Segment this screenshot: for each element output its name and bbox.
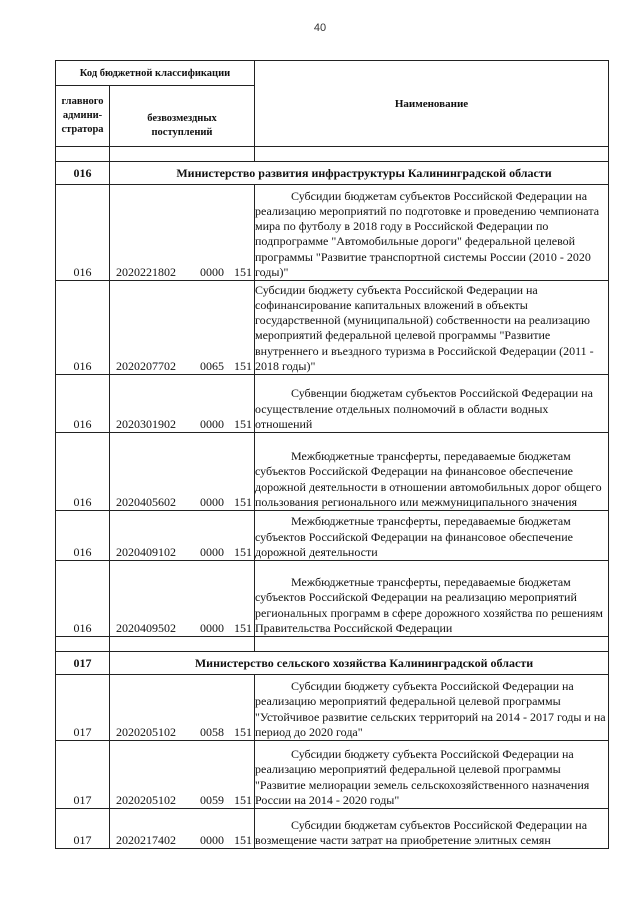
row-code-sub: 0059 [200, 793, 224, 807]
row-code-main: 2020409502 [116, 621, 176, 635]
header-name: Наименование [255, 61, 609, 147]
header-code-line: поступлений [151, 127, 213, 138]
row-code-kind: 151 [234, 793, 252, 807]
header-admin-line: главного [61, 96, 104, 107]
table-row [56, 561, 609, 637]
row-admin: 017 [56, 741, 110, 809]
row-code-sub: 0000 [200, 495, 224, 509]
table-row [56, 375, 609, 433]
row-code [110, 433, 255, 511]
row-code-kind: 151 [234, 545, 252, 559]
table-row [56, 511, 609, 561]
row-name [255, 809, 609, 849]
section-admin: 016 [56, 162, 110, 185]
row-code-main: 2020205102 [116, 725, 176, 739]
row-admin: 016 [56, 185, 110, 281]
header-group-label: Код бюджетной классификации [56, 61, 255, 86]
row-name-text: Субвенции бюджетам субъектов Российской Федерации на осуществление отдельных полномочий в области водных отношений [255, 386, 593, 431]
row-code [110, 511, 255, 561]
row-admin: 016 [56, 561, 110, 637]
row-code-kind: 151 [234, 621, 252, 635]
row-name [255, 281, 609, 375]
row-name-text: Субсидии бюджету субъекта Российской Федерации на софинансирование капитальных вложений в объекты государственной (муниципальной) собственности на реализацию мероприятий федеральной целевой программы "Развитие внутреннего и въездного туризма в Российской Федерации (2011 - 2018 годы)" [255, 282, 594, 373]
budget-classification-table [55, 60, 609, 849]
row-code-main: 2020207702 [116, 359, 176, 373]
row-name [255, 375, 609, 433]
row-name [255, 185, 609, 281]
row-admin: 017 [56, 675, 110, 741]
row-name [255, 675, 609, 741]
row-code-kind: 151 [234, 495, 252, 509]
header-admin-line: стратора [61, 124, 104, 135]
row-code-main: 2020405602 [116, 495, 176, 509]
row-code [110, 185, 255, 281]
row-code-main: 2020205102 [116, 793, 176, 807]
spacer-cell [56, 637, 110, 652]
row-code [110, 809, 255, 849]
row-code-sub: 0058 [200, 725, 224, 739]
row-code [110, 561, 255, 637]
header-code [110, 86, 255, 147]
row-code-main: 2020217402 [116, 833, 176, 847]
row-code-main: 2020409102 [116, 545, 176, 559]
header-admin [56, 86, 110, 147]
row-code-main: 2020301902 [116, 417, 176, 431]
row-code [110, 675, 255, 741]
page-number: 40 [313, 22, 327, 34]
row-admin: 017 [56, 809, 110, 849]
row-name-text: Межбюджетные трансферты, передаваемые бюджетам субъектов Российской Федерации на финансовое обеспечение дорожной деятельности в отношении автомобильных дорог общего пользования регионального или межмуниципального значения [255, 449, 602, 509]
row-name-text: Межбюджетные трансферты, передаваемые бюджетам субъектов Российской Федерации на финансовое обеспечение дорожной деятельности [255, 514, 573, 559]
row-name [255, 741, 609, 809]
row-code-sub: 0000 [200, 833, 224, 847]
table-row [56, 809, 609, 849]
header-row-1 [56, 61, 609, 86]
row-name-text: Субсидии бюджетам субъектов Российской Федерации на реализацию мероприятий по подготовке и проведению чемпионата мира по футболу в 2018 году в Российской Федерации по подпрограмме "Автомобильные дороги" федеральной целевой программы "Развитие транспортной системы России (2010 - 2020 годы)" [255, 188, 600, 279]
spacer-cell [56, 147, 110, 162]
spacer-cell [110, 637, 255, 652]
row-name [255, 433, 609, 511]
section-title: Министерство развития инфраструктуры Калининградской области [110, 162, 609, 185]
row-code-kind: 151 [234, 359, 252, 373]
table-row [56, 741, 609, 809]
row-name [255, 561, 609, 637]
row-name-text: Субсидии бюджетам субъектов Российской Федерации на возмещение части затрат на приобретение элитных семян [255, 817, 588, 847]
spacer-row [56, 147, 609, 162]
row-code-kind: 151 [234, 833, 252, 847]
row-code [110, 741, 255, 809]
row-code-sub: 0000 [200, 265, 224, 279]
row-name-text: Межбюджетные трансферты, передаваемые бюджетам субъектов Российской Федерации на реализацию мероприятий региональных программ в сфере дорожного хозяйства по решениям Правительства Российской Федерации [255, 575, 603, 635]
spacer-cell [110, 147, 255, 162]
section-title: Министерство сельского хозяйства Калининградской области [110, 652, 609, 675]
row-code-sub: 0000 [200, 621, 224, 635]
spacer-row [56, 637, 609, 652]
table-row [56, 185, 609, 281]
row-code-sub: 0065 [200, 359, 224, 373]
row-name [255, 511, 609, 561]
row-code-kind: 151 [234, 725, 252, 739]
row-name-text: Субсидии бюджету субъекта Российской Федерации на реализацию мероприятий федеральной целевой программы "Развитие мелиорации земель сельскохозяйственного назначения России на 2014 - 2020 годы" [255, 747, 590, 807]
row-code-main: 2020221802 [116, 265, 176, 279]
section-admin: 017 [56, 652, 110, 675]
row-name-text: Субсидии бюджету субъекта Российской Федерации на реализацию мероприятий федеральной целевой программы "Устойчивое развитие сельских территорий на 2014 - 2017 годы и на период до 2020 года" [255, 679, 606, 739]
table-row [56, 281, 609, 375]
row-code-sub: 0000 [200, 417, 224, 431]
row-admin: 016 [56, 281, 110, 375]
section-row [56, 162, 609, 185]
table-row [56, 433, 609, 511]
row-admin: 016 [56, 375, 110, 433]
spacer-cell [255, 147, 609, 162]
header-code-line: безвозмездных [147, 113, 217, 124]
table-row [56, 675, 609, 741]
row-code-kind: 151 [234, 417, 252, 431]
spacer-cell [255, 637, 609, 652]
row-admin: 016 [56, 511, 110, 561]
row-code [110, 281, 255, 375]
section-row [56, 652, 609, 675]
row-code-sub: 0000 [200, 545, 224, 559]
header-admin-line: админи- [62, 110, 103, 121]
row-admin: 016 [56, 433, 110, 511]
row-code-kind: 151 [234, 265, 252, 279]
row-code [110, 375, 255, 433]
